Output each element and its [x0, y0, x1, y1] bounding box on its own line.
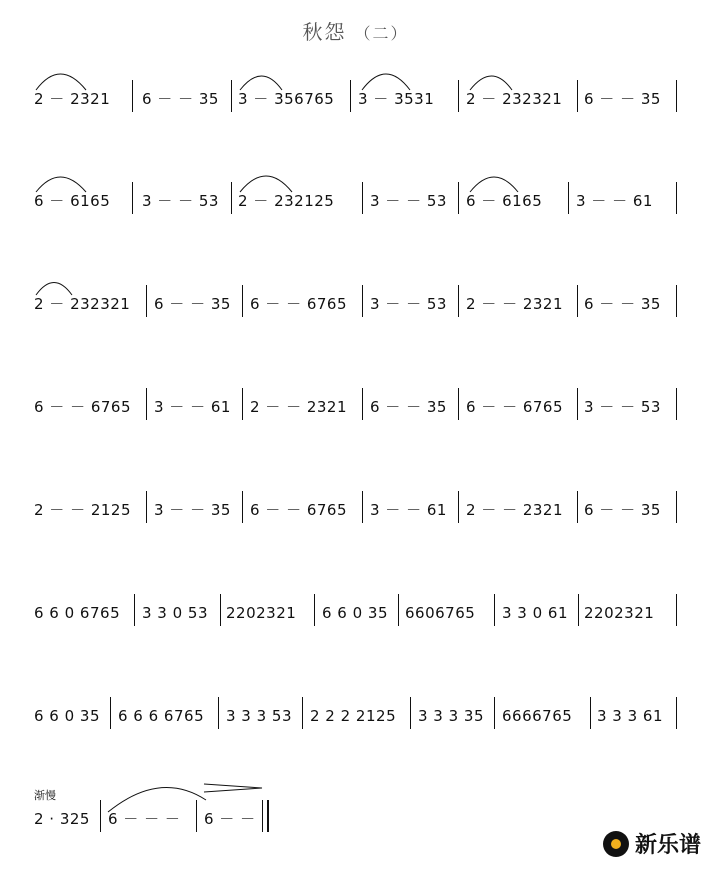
- measure: 6 － － 6765: [250, 295, 348, 313]
- decrescendo-hairpin: [204, 784, 262, 792]
- measure: 3 － － 61: [154, 398, 231, 416]
- slur: [240, 76, 282, 90]
- measure: 3 － － 35: [154, 501, 231, 519]
- measure: 2 · 325: [34, 810, 90, 828]
- measure: 3 － － 53: [142, 192, 219, 210]
- measure: 6 － － 35: [142, 90, 219, 108]
- slur: [362, 74, 410, 90]
- measure: 2 － 232321: [34, 295, 131, 313]
- measure: 6 － － 6765: [34, 398, 132, 416]
- measure: 6606765: [405, 604, 476, 622]
- measure: 3 3 3 61: [597, 707, 664, 725]
- measure: 3 － 356765: [238, 90, 335, 108]
- measure: 6 － － 6765: [250, 501, 348, 519]
- measure: 3 3 3 53: [226, 707, 293, 725]
- slur: [470, 76, 512, 90]
- slur: [470, 177, 518, 192]
- measure: 2 － － 2321: [250, 398, 348, 416]
- measure: 3 － － 61: [576, 192, 653, 210]
- measure: 6 6 0 6765: [34, 604, 121, 622]
- measure: 3 － 3531: [358, 90, 435, 108]
- measure: 3 － － 53: [370, 295, 447, 313]
- tempo-mark: 渐慢: [34, 789, 56, 802]
- measure: 2202321: [226, 604, 297, 622]
- measure: 2 2 2 2125: [310, 707, 397, 725]
- brand-name: 新乐谱: [634, 833, 701, 858]
- measure: 2 － 2321: [34, 90, 111, 108]
- record-disc-icon: [603, 831, 629, 857]
- measure: 3 3 0 61: [502, 604, 569, 622]
- measure: 6 － － 35: [584, 90, 661, 108]
- measure: 2 － 232125: [238, 192, 335, 210]
- measure: 3 3 0 53: [142, 604, 209, 622]
- measure: 6 － － 35: [584, 295, 661, 313]
- measure: 2 － － 2321: [466, 295, 564, 313]
- title-text: 秋怨: [302, 20, 347, 44]
- slur: [108, 788, 206, 813]
- brand-logo: [603, 828, 701, 859]
- measure: 6 6 0 35: [322, 604, 389, 622]
- measure: 6 － － 35: [370, 398, 447, 416]
- measure: 3 － － 53: [584, 398, 661, 416]
- measure: 6 － － 35: [154, 295, 231, 313]
- measure: 2 － － 2125: [34, 501, 132, 519]
- measure: 2202321: [584, 604, 655, 622]
- measure: 6 － －: [204, 810, 256, 828]
- slur: [240, 176, 292, 192]
- slur: [36, 177, 86, 192]
- subtitle-text: （二）: [354, 24, 409, 43]
- measure: 6 － － －: [108, 810, 181, 828]
- measure: 6 － － 6765: [466, 398, 564, 416]
- measure: 6 － 6165: [466, 192, 543, 210]
- measure: 3 3 3 35: [418, 707, 485, 725]
- measure: 3 － － 53: [370, 192, 447, 210]
- measure: 3 － － 61: [370, 501, 447, 519]
- slur: [36, 74, 86, 90]
- measure: 6 6 6 6765: [118, 707, 205, 725]
- measure: 6 － 6165: [34, 192, 111, 210]
- slur: [36, 283, 72, 296]
- measure: 2 － － 2321: [466, 501, 564, 519]
- measure: 6666765: [502, 707, 573, 725]
- measure: 6 6 0 35: [34, 707, 101, 725]
- measure: 6 － － 35: [584, 501, 661, 519]
- measure: 2 － 232321: [466, 90, 563, 108]
